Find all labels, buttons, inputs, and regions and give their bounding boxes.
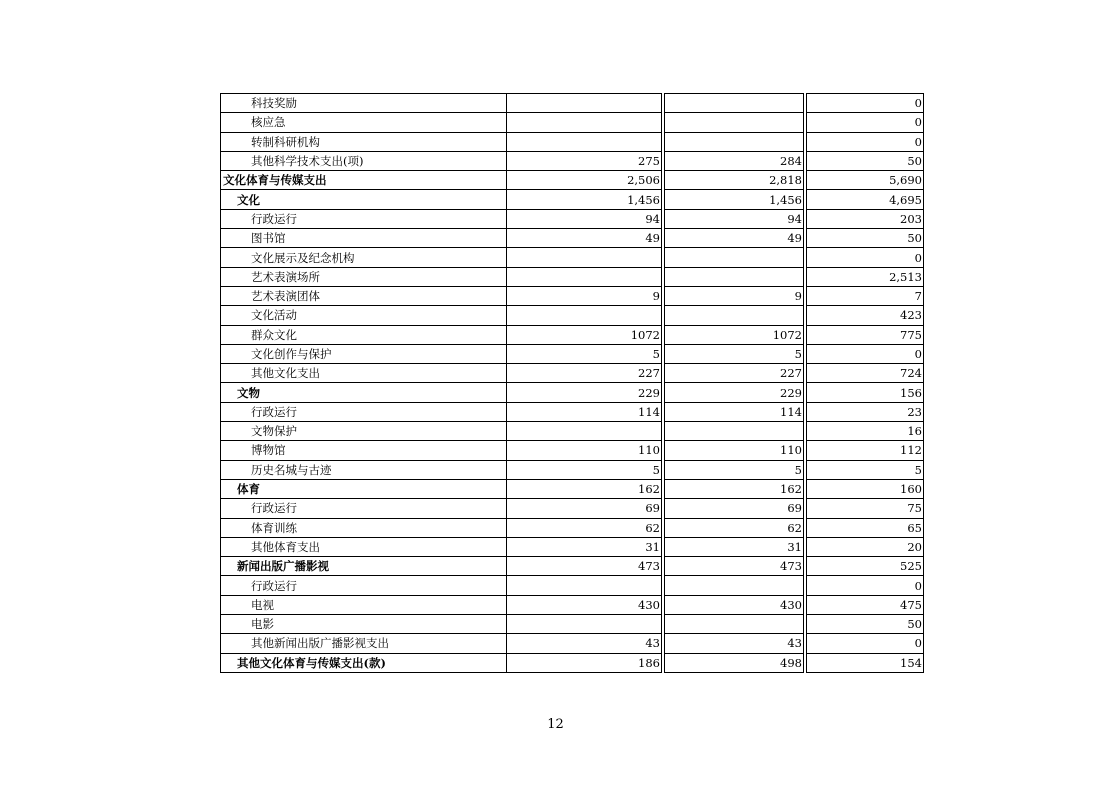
table-row xyxy=(221,402,924,421)
row-item-name: 科技奖励 xyxy=(221,94,507,113)
table-row xyxy=(221,615,924,634)
row-item-name: 其他文化体育与传媒支出(款) xyxy=(221,653,507,672)
value-cell-c3: 16 xyxy=(807,422,924,441)
value-cell-c3: 525 xyxy=(807,557,924,576)
row-item-name: 文化活动 xyxy=(221,306,507,325)
value-cell-c3: 65 xyxy=(807,518,924,537)
value-cell-c2 xyxy=(665,576,804,595)
value-cell-c1: 275 xyxy=(507,151,662,170)
table-row xyxy=(221,364,924,383)
value-cell-c1: 114 xyxy=(507,402,662,421)
value-cell-c2: 1,456 xyxy=(665,190,804,209)
row-item-name: 文化 xyxy=(221,190,507,209)
row-item-name: 其他科学技术支出(项) xyxy=(221,151,507,170)
value-cell-c1 xyxy=(507,94,662,113)
value-cell-c1: 110 xyxy=(507,441,662,460)
value-cell-c1: 227 xyxy=(507,364,662,383)
value-cell-c2: 498 xyxy=(665,653,804,672)
table-row xyxy=(221,190,924,209)
table-row xyxy=(221,441,924,460)
value-cell-c3: 5 xyxy=(807,460,924,479)
value-cell-c1 xyxy=(507,422,662,441)
value-cell-c1: 43 xyxy=(507,634,662,653)
table-row xyxy=(221,248,924,267)
row-item-name: 文物保护 xyxy=(221,422,507,441)
value-cell-c2 xyxy=(665,132,804,151)
table-row xyxy=(221,151,924,170)
row-item-name: 行政运行 xyxy=(221,209,507,228)
value-cell-c1 xyxy=(507,615,662,634)
value-cell-c2 xyxy=(665,248,804,267)
value-cell-c3: 0 xyxy=(807,132,924,151)
table-row xyxy=(221,479,924,498)
value-cell-c3: 156 xyxy=(807,383,924,402)
table-row xyxy=(221,518,924,537)
value-cell-c3: 154 xyxy=(807,653,924,672)
table-row xyxy=(221,229,924,248)
value-cell-c3: 50 xyxy=(807,615,924,634)
row-item-name: 行政运行 xyxy=(221,576,507,595)
value-cell-c1: 62 xyxy=(507,518,662,537)
value-cell-c1: 1,456 xyxy=(507,190,662,209)
value-cell-c2: 162 xyxy=(665,479,804,498)
row-item-name: 体育训练 xyxy=(221,518,507,537)
value-cell-c1: 430 xyxy=(507,595,662,614)
value-cell-c1: 473 xyxy=(507,557,662,576)
row-item-name: 电视 xyxy=(221,595,507,614)
value-cell-c2: 110 xyxy=(665,441,804,460)
table-row xyxy=(221,344,924,363)
table-row xyxy=(221,557,924,576)
row-item-name: 博物馆 xyxy=(221,441,507,460)
table-row xyxy=(221,306,924,325)
value-cell-c2 xyxy=(665,94,804,113)
value-cell-c1 xyxy=(507,113,662,132)
table-row xyxy=(221,209,924,228)
value-cell-c3: 50 xyxy=(807,151,924,170)
value-cell-c2 xyxy=(665,306,804,325)
row-item-name: 文化体育与传媒支出 xyxy=(221,171,507,190)
table-row xyxy=(221,576,924,595)
table-row xyxy=(221,499,924,518)
value-cell-c1: 94 xyxy=(507,209,662,228)
row-item-name: 艺术表演场所 xyxy=(221,267,507,286)
expenditure-table xyxy=(220,93,924,673)
row-item-name: 行政运行 xyxy=(221,402,507,421)
value-cell-c1: 31 xyxy=(507,537,662,556)
value-cell-c1: 5 xyxy=(507,460,662,479)
value-cell-c3: 0 xyxy=(807,344,924,363)
value-cell-c2: 94 xyxy=(665,209,804,228)
value-cell-c2 xyxy=(665,615,804,634)
table-row xyxy=(221,171,924,190)
row-item-name: 核应急 xyxy=(221,113,507,132)
value-cell-c1: 2,506 xyxy=(507,171,662,190)
row-item-name: 群众文化 xyxy=(221,325,507,344)
value-cell-c1: 186 xyxy=(507,653,662,672)
table-row xyxy=(221,595,924,614)
table-body xyxy=(221,94,924,673)
value-cell-c2 xyxy=(665,267,804,286)
row-item-name: 文化创作与保护 xyxy=(221,344,507,363)
value-cell-c1 xyxy=(507,306,662,325)
table-row xyxy=(221,653,924,672)
row-item-name: 转制科研机构 xyxy=(221,132,507,151)
value-cell-c2 xyxy=(665,422,804,441)
value-cell-c3: 7 xyxy=(807,286,924,305)
value-cell-c1: 229 xyxy=(507,383,662,402)
value-cell-c3: 2,513 xyxy=(807,267,924,286)
value-cell-c2 xyxy=(665,113,804,132)
value-cell-c3: 775 xyxy=(807,325,924,344)
table-row xyxy=(221,286,924,305)
row-item-name: 其他新闻出版广播影视支出 xyxy=(221,634,507,653)
table-row xyxy=(221,113,924,132)
value-cell-c3: 0 xyxy=(807,113,924,132)
row-item-name: 文化展示及纪念机构 xyxy=(221,248,507,267)
table-row xyxy=(221,94,924,113)
value-cell-c1: 5 xyxy=(507,344,662,363)
value-cell-c3: 4,695 xyxy=(807,190,924,209)
row-item-name: 艺术表演团体 xyxy=(221,286,507,305)
table-row xyxy=(221,460,924,479)
value-cell-c3: 50 xyxy=(807,229,924,248)
row-item-name: 行政运行 xyxy=(221,499,507,518)
table-row xyxy=(221,132,924,151)
value-cell-c3: 160 xyxy=(807,479,924,498)
value-cell-c3: 112 xyxy=(807,441,924,460)
row-item-name: 电影 xyxy=(221,615,507,634)
value-cell-c1: 1072 xyxy=(507,325,662,344)
value-cell-c2: 2,818 xyxy=(665,171,804,190)
value-cell-c2: 1072 xyxy=(665,325,804,344)
value-cell-c2: 430 xyxy=(665,595,804,614)
value-cell-c2: 229 xyxy=(665,383,804,402)
value-cell-c2: 5 xyxy=(665,460,804,479)
value-cell-c3: 23 xyxy=(807,402,924,421)
value-cell-c1: 49 xyxy=(507,229,662,248)
page-number: 12 xyxy=(547,717,564,732)
table-row xyxy=(221,267,924,286)
value-cell-c3: 75 xyxy=(807,499,924,518)
row-item-name: 历史名城与古迹 xyxy=(221,460,507,479)
value-cell-c2: 43 xyxy=(665,634,804,653)
row-item-name: 新闻出版广播影视 xyxy=(221,557,507,576)
value-cell-c2: 62 xyxy=(665,518,804,537)
row-item-name: 其他体育支出 xyxy=(221,537,507,556)
value-cell-c2: 69 xyxy=(665,499,804,518)
value-cell-c2: 284 xyxy=(665,151,804,170)
value-cell-c2: 473 xyxy=(665,557,804,576)
value-cell-c2: 5 xyxy=(665,344,804,363)
value-cell-c2: 49 xyxy=(665,229,804,248)
row-item-name: 图书馆 xyxy=(221,229,507,248)
value-cell-c3: 20 xyxy=(807,537,924,556)
value-cell-c3: 5,690 xyxy=(807,171,924,190)
value-cell-c1: 69 xyxy=(507,499,662,518)
value-cell-c3: 203 xyxy=(807,209,924,228)
value-cell-c3: 0 xyxy=(807,248,924,267)
table-row xyxy=(221,634,924,653)
table-row xyxy=(221,325,924,344)
value-cell-c3: 0 xyxy=(807,576,924,595)
value-cell-c3: 423 xyxy=(807,306,924,325)
value-cell-c2: 31 xyxy=(665,537,804,556)
row-item-name: 体育 xyxy=(221,479,507,498)
value-cell-c1 xyxy=(507,576,662,595)
value-cell-c1 xyxy=(507,267,662,286)
table-row xyxy=(221,383,924,402)
value-cell-c1: 162 xyxy=(507,479,662,498)
value-cell-c1 xyxy=(507,132,662,151)
value-cell-c3: 475 xyxy=(807,595,924,614)
value-cell-c1 xyxy=(507,248,662,267)
value-cell-c3: 724 xyxy=(807,364,924,383)
row-item-name: 文物 xyxy=(221,383,507,402)
value-cell-c3: 0 xyxy=(807,94,924,113)
value-cell-c2: 114 xyxy=(665,402,804,421)
table-row xyxy=(221,422,924,441)
value-cell-c1: 9 xyxy=(507,286,662,305)
row-item-name: 其他文化支出 xyxy=(221,364,507,383)
value-cell-c3: 0 xyxy=(807,634,924,653)
table-row xyxy=(221,537,924,556)
value-cell-c2: 9 xyxy=(665,286,804,305)
value-cell-c2: 227 xyxy=(665,364,804,383)
